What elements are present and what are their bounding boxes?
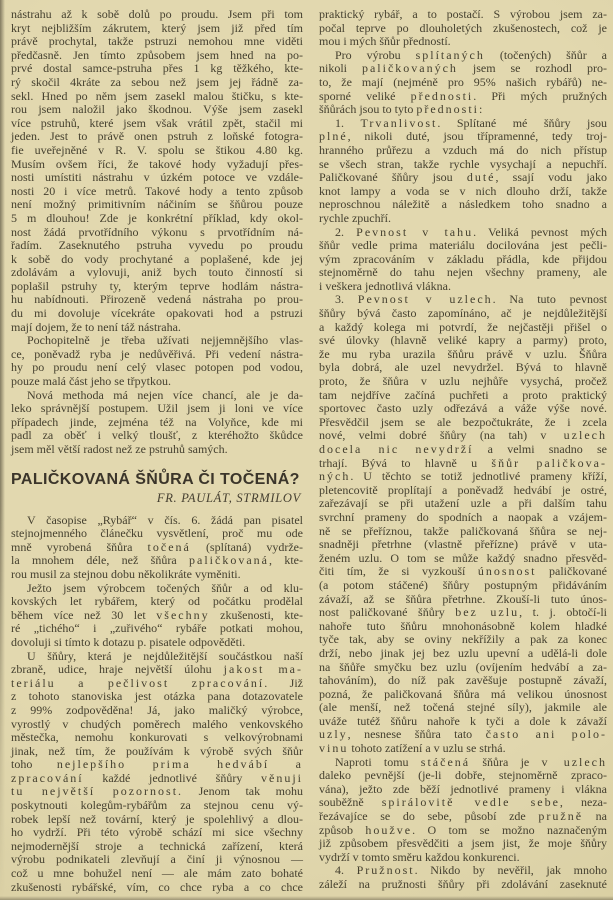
text-line: vým zpracováním v základu přádla, kde přijdou (319, 251, 607, 266)
text-line: tyče tak, aby se oviny nekřížily a pak za konec (319, 632, 607, 647)
text-line: nost žádá prvotřídního výkonu s prvotřídním ná- (11, 224, 303, 239)
text-line: mají dojem, že to není táž nástraha. (11, 319, 181, 334)
text-line: Ježto jsem výrobcem točených šňůr a od klu- (27, 580, 303, 595)
text-line: jsem měl větší radost než ze pstruhů samých. (11, 442, 228, 456)
text-line: jeden. Jest to právě onen pstruh z loňské fotogra- (11, 129, 303, 144)
emphasized-text: únosnost (477, 564, 537, 579)
paragraph (319, 8, 607, 49)
text-line: nosti 20 i více metrů. Takové hody a tento způsob (11, 183, 303, 198)
text-line: kovských let rybářem, který od počátku prodělal (11, 594, 303, 609)
text-line: vána), ježto zde běží jednotlivé prameny i vlákna (319, 781, 607, 796)
text-line: z tohoto stanoviska jest otázka pana dotazovatele (11, 689, 303, 704)
article-title: PALIČKOVANÁ ŠŇŮRA ČI TOČENÁ? (11, 470, 300, 488)
emphasized-text: tu největší pozornost. (11, 784, 184, 799)
text-line: 4. Pružnost. Nikdo by nevěřil, jak mnoho (335, 863, 608, 878)
text-line: prvé dostal samce-pstruha přes 1 kg těžkého, kte- (11, 61, 303, 76)
text-line: poplašil pstruhy ty, kterým teprve hodlám nástra- (11, 278, 303, 293)
text-line: toho nejlepšího prima hedvábí a (11, 757, 303, 772)
left-text-column (11, 8, 303, 894)
emphasized-text: přednosti (416, 102, 479, 117)
text-line: sporné veliké přednosti. Při mých pružných (319, 88, 607, 103)
emphasized-text: uzly (319, 727, 348, 742)
text-line: ně se přeříznou, takže paličkovaná šňůra se nej- (319, 523, 607, 538)
text-line: hy po proudu není celý vlasec potopen pod vodou, (11, 360, 303, 375)
emphasized-text: věnuji (261, 770, 303, 785)
text-line: k sobě do vody prochytané a poplašené, kde jej (11, 251, 303, 266)
text-line: 3. Pevnost v uzlech. Na tuto pevnost (335, 292, 607, 307)
text-line: fie uveřejněné v R. V. spolu se štikou 4.80 kg. (11, 142, 303, 157)
paragraph (319, 49, 607, 117)
emphasized-text: stáčená (420, 754, 471, 769)
text-line: městečka, nemohu konkurovati s velkovýrobnami (11, 730, 303, 745)
text-line: dovoluji si tímto k dotazu p. pisatele odpověděti. (11, 634, 246, 649)
right-text-column (319, 8, 607, 892)
text-line: stejnoměrně do tahu nejen všechny prameny, ale (319, 265, 607, 280)
text-line: souběžně spirálovitě vedle sebe, neza- (319, 795, 607, 810)
paragraph (11, 650, 303, 895)
text-line: teriálu a pečlivost zpracování. Již (11, 675, 303, 690)
text-line: knot lampy a voda se v nich dlouho drží, takže (319, 183, 607, 198)
emphasized-text: zpracování (11, 770, 84, 785)
text-line: své úlovky (hlavně veliké kapry a parmy) proto, (319, 333, 607, 348)
emphasized-text: ných (319, 469, 351, 484)
text-line: nahoře tuto šňůru mnohonásobně kolem hladké (319, 618, 607, 633)
text-line: padl za oběť i velký tloušť, z kteréhožto škůdce (11, 428, 303, 443)
text-line: rou musil za stejnou dobu několikráte vyměniti. (11, 566, 241, 581)
text-line: z 99% zodpověděna! Já, jako maličký výrobce, (11, 702, 303, 717)
paragraph (11, 8, 303, 334)
paragraph (319, 293, 607, 755)
paragraph (319, 117, 607, 226)
text-line: pletencovitě proplítají a poněvadž hedvábí je ostré, (319, 482, 607, 497)
emphasized-text: v uzlech (541, 754, 608, 769)
text-line: zdolávám a vylovuji, aniž bych touto činností si (11, 265, 303, 280)
text-line: zpracování každé jednotlivé šňůry věnuji (11, 770, 303, 785)
text-line: nosti umístiti nástrahu v úzkém potoce ve vzdále- (11, 170, 303, 185)
text-line: leko správnější postupem. Užil jsem ji loni ve více (11, 401, 303, 416)
text-line: že mu ryba urazila šňůru právě v uzlu. Šňůra (319, 346, 607, 361)
text-line: du mi dovoluje vícekráte opakovati hod a pstruzi (11, 306, 303, 321)
text-line: nost paličkované šňůry bez uzlu, t. j. obtočí-li (319, 605, 607, 620)
text-line: již způsobem přesvědčiti a jsem jist, že moje šňůry (319, 836, 607, 851)
emphasized-text: paličkovaná (189, 553, 269, 568)
emphasized-text: pružně (538, 809, 584, 824)
text-line: Nová methoda má nejen více chancí, ale je da- (27, 387, 303, 402)
paragraph (11, 582, 303, 650)
text-line: právě prochytal, takže pstruzi nemohou mne viděti (11, 34, 303, 49)
text-line: stejnojmenného článečku vysvětlení, proč mu ode (11, 526, 303, 541)
emphasized-text: v uzlech (540, 428, 607, 443)
text-line: mou i mých šňůr předností. (319, 34, 451, 49)
text-line: se všech stran, takže rychle vysychají a nepuchří. (319, 156, 607, 171)
emphasized-text: spirálovitě vedle sebe (381, 795, 560, 810)
article-author: FR. PAULÁT, STRMILOV (156, 490, 301, 505)
text-line: la mnohem déle, než šňůra paličkovaná, kte- (11, 553, 303, 568)
emphasized-text: docela nic nevydrží (319, 442, 474, 456)
text-line: trhají. Bývá to hlavně u šňůr paličkova- (319, 455, 607, 470)
text-line: hu nabídnouti. Přirozeně vedená nástraha po prou- (11, 292, 303, 307)
text-line: (a potom stáčené) šňůry postupným přidáváním (319, 577, 607, 592)
text-line: sportovec často uzly odřezává a váže výše nové. (319, 401, 607, 416)
text-line: vinu tohoto zatížení a v uzlu se strhá. (319, 741, 506, 756)
text-line: to, že mají (nejméně pro 95% našich rybářů) ne- (319, 74, 607, 89)
text-line: čiti tím, že si vyzkouší únosnost paličkované (319, 564, 607, 579)
text-line: poskytnouti kolegům-rybářům za stejnou cenu vý- (11, 798, 303, 813)
paragraph (11, 334, 303, 388)
emphasized-text: Pevnost v tahu (356, 224, 474, 239)
text-line: U šňůry, která je nejdůležitější součástkou naší (27, 648, 303, 663)
paragraph (11, 389, 303, 457)
text-line: pouze malá část jeho se třpytkou. (11, 374, 171, 389)
text-line: během více než 30 let všechny zkušenosti, kte- (11, 607, 303, 622)
text-line: jinak, než tím, že používám k výrobě svých šňůr (11, 743, 303, 758)
text-line: záleží na pružnosti šňůry při zdolávání zaseknuté (319, 877, 607, 891)
text-line: rý skočil 4kráte za sebou než jsem jej řádně za- (11, 74, 303, 89)
text-line: Přesvědčil jsem se ale bezpočtukráte, že i zcela (319, 414, 607, 429)
text-line: řadím. Zaseknutého pstruha vyvedu po proudu (11, 238, 303, 253)
emphasized-text: vinu (319, 741, 349, 756)
text-line: rychle zpuchří. (319, 210, 391, 225)
text-line: způsob houžve. O tom se možno naznačeným (319, 822, 607, 837)
text-line: docela nic nevydrží a velmi snadno se (319, 442, 607, 456)
text-line: daleko pevnější (je-li dobře, stejnoměrně zpraco- (319, 768, 607, 783)
emphasized-text: paličkovaných (361, 61, 458, 76)
emphasized-text: teriálu a pečlivost zpracování. (11, 675, 270, 690)
text-line: robek lepší než tovární, který je spolehlivý a dlou- (11, 811, 303, 826)
text-line: tam nejdříve začíná puchřeti a proto praktický (319, 387, 607, 402)
scan-edge-shadow-left (0, 0, 5, 900)
text-line: počal teprve po dlouholetých zkušenostech, což je (319, 20, 607, 35)
paragraph (11, 514, 303, 582)
text-line: svrchní prameny do spodních a naopak a vzájem- (319, 509, 607, 524)
text-line: mně vyrobená šňůra točená (splítaná) vydrže- (11, 539, 303, 554)
text-line: nikoli paličkovaných jsem se rozhodl pro- (319, 61, 607, 76)
emphasized-text: plné (319, 129, 348, 144)
text-line: i veškera jednotlivá vlákna. (319, 278, 451, 293)
text-line: na šňůře smyčku bez uzlu (ovíjením hedvábí a za- (319, 659, 607, 674)
text-line: proto, že šňůra v uzlu nejhůře vysychá, pročež (319, 374, 607, 389)
emphasized-text: Trvanlivost (360, 115, 438, 130)
text-line: předčasně. Jen tímto způsobem jsem hned na po- (11, 47, 303, 62)
text-line: 1. Trvanlivost. Splítané mé šňůry jsou (335, 115, 607, 130)
paragraph (319, 756, 607, 865)
text-line: neproschnou náležitě a následkem toho snadno a (319, 197, 607, 212)
emphasized-text: přednosti (410, 88, 474, 103)
text-line: Paličkované šňůry jsou duté, ssají vodu jako (319, 170, 607, 185)
text-line: Pro výrobu splítaných (točených) šňůr a (335, 47, 608, 62)
text-line: hranného průřezu a vzduch má do nich přístup (319, 142, 607, 157)
emphasized-text: bez uzlu (455, 605, 520, 620)
scan-edge-shadow-bottom (0, 896, 613, 900)
emphasized-text: houžve (365, 822, 413, 837)
emphasized-text: duté (466, 170, 496, 185)
text-line: a každý kolega mi potvrdí, že nejčastěji přišel o (319, 319, 607, 334)
text-line: ho vydrží. Při této výrobě schází mi sice všechny (11, 825, 303, 840)
emphasized-text: Pevnost v uzlech (357, 292, 493, 307)
text-line: plné, nikoli duté, jsou třípramenné, tedy troj- (319, 129, 607, 144)
text-line: šňůry bývá často zapomínáno, ač je nejdůležitější (319, 306, 607, 321)
text-line: tu největší pozornost. Jenom tak mohu (11, 784, 303, 799)
text-line: šňůrách jsou to tyto přednosti: (319, 102, 483, 117)
text-line: nové, velmi dobré šňůry (na tah) v uzlech (319, 428, 607, 443)
text-line: zařezávají se při utažení uzle a při dalším tahu (319, 496, 607, 511)
text-line: pozná, že paličkovaná šňůra má velikou únosnost (319, 686, 607, 701)
text-line: uzly, nesnese šňůra tato často ani polo- (319, 727, 607, 742)
text-line: uváže tutéž šňůru nahoře k tyči a dole k závaží (319, 713, 607, 728)
text-line: ženém uzlu. O tom se může každý snadno přesvěd- (319, 550, 607, 565)
text-line: šňůr vedle prima materiálu docilována jest pečli- (319, 238, 607, 253)
emphasized-text: točená (147, 539, 191, 554)
emphasized-text: Pružnost (356, 863, 415, 878)
emphasized-text: často ani polo- (485, 727, 607, 742)
text-line: byla dobrá, ale uzel nevydržel. Bývá to hlavně (319, 360, 607, 375)
text-line: sekl. Hned po něm jsem zasekl malou štičku, s kte- (11, 88, 303, 103)
text-line: kryt nejbližším zákrutem, který jsem již před tím (11, 20, 303, 35)
text-line: vydrží v tomto směru každou konkurenci. (319, 849, 520, 864)
emphasized-text: splítaných (415, 47, 485, 62)
text-line: ré „tichého“ i „zuřivého“ rybáře potkati mohou, (11, 621, 303, 636)
emphasized-text: jakost ma- (223, 662, 303, 677)
text-line: 2. Pevnost v tahu. Veliká pevnost mých (335, 224, 607, 239)
text-line: Pochopitelně je třeba užívati nejjemnějšího vlas- (27, 333, 303, 348)
text-line: závaží, až se šňůra přetrhne. Zkouší-li tuto únos- (319, 591, 607, 606)
emphasized-text: nejlepšího prima hedvábí a (56, 757, 303, 772)
text-line: 5 m dlouhou! Zde je konkrétní příklad, kdy okol- (11, 210, 303, 225)
text-line: snadněji přetrhne (vlastně přeřízne) právě v uta- (319, 537, 607, 552)
text-line: vyrostlý v chudých poměrech malého venkovského (11, 716, 303, 731)
text-line: což u mne bohužel není — ale mám zato bohaté (11, 866, 303, 881)
text-line: nástrahu až k sobě dolů po proudu. Jsem při tom (11, 7, 303, 21)
text-line: není možný primitivním náčiním se šňůrou pouze (11, 197, 303, 212)
text-line: nejmodernější stroje a technická zařízení, která (11, 838, 303, 853)
text-line: Musím ovšem říci, že takové hody vyžadují přes- (11, 156, 303, 171)
text-line: případech jinde, zejména též na Volyňce, kde mi (11, 414, 303, 429)
text-line: Naproti tomu stáčená šňůra je v uzlech (335, 754, 608, 769)
text-line: zkušenosti rybářské, vím, co chce ryba a co chce (11, 879, 303, 894)
text-line: drží, nebo jinak jej bez uzlu upevní a udělá-li dole (319, 645, 607, 660)
text-line: rou jsem naložil jako škodnou. Výše jsem zasekl (11, 102, 303, 117)
text-line: řezávajíce se do sebe, působí zde pružně na (319, 809, 607, 824)
text-line: V časopise „Rybář“ v čís. 6. žádá pan pisatel (27, 512, 303, 527)
text-line: ce, poněvadž ryba je nedůvěřivá. Při vedení nástra- (11, 346, 303, 361)
emphasized-text: všechny (156, 607, 210, 622)
text-line: tahováním), do níž pak zavěšuje postupně závaží, (319, 673, 607, 688)
text-line: více pstruhů, které jsem však vrátil zpět, stačil mi (11, 115, 303, 130)
text-line: zbraně, udice, hraje největší úlohu jakost ma- (11, 662, 303, 677)
paragraph (319, 226, 607, 294)
emphasized-text: šňůr paličkova- (491, 455, 607, 470)
text-line: praktický rybář, a to postačí. S výrobou jsem za- (319, 7, 607, 21)
text-line: (ale menší, než točená stejné síly), jakmile ale (319, 700, 607, 715)
text-line: výrobu podnikateli zlevňují a činí ji výnosnou — (11, 852, 303, 867)
paragraph (319, 864, 607, 891)
text-line: ných. U těchto se totiž jednotlivé prameny kříží, (319, 469, 607, 484)
